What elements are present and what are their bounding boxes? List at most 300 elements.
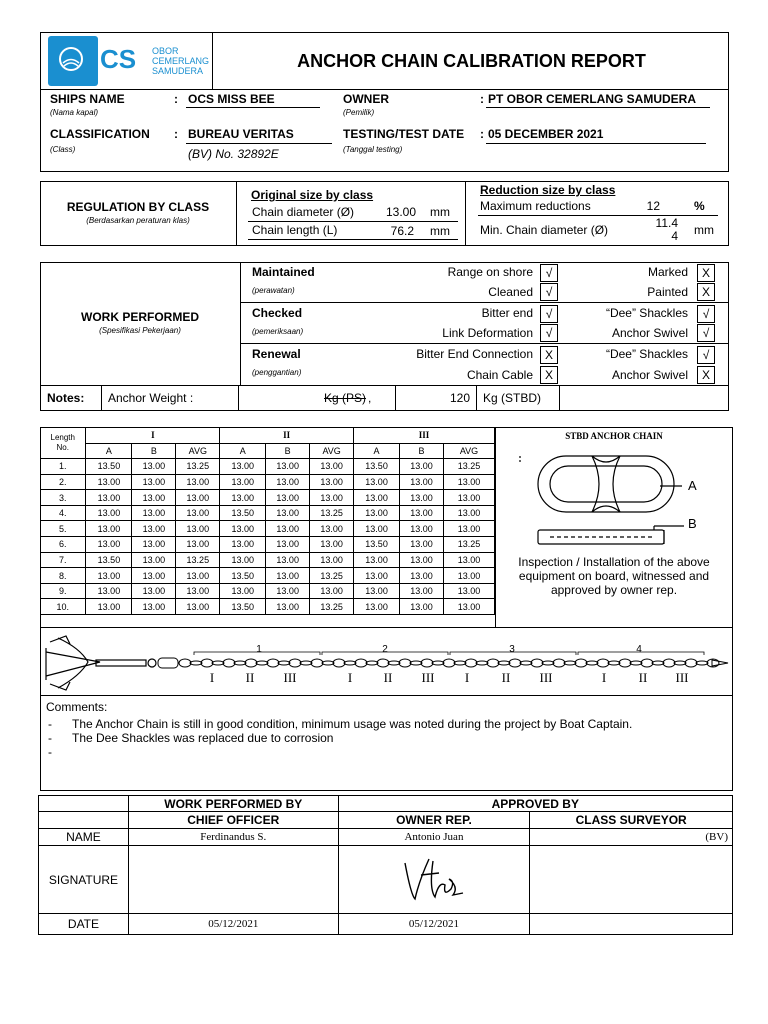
swivel: [712, 660, 728, 666]
column-header: B: [132, 443, 176, 459]
owner-rep-header: OWNER REP.: [338, 812, 530, 829]
measurement-cell: 13.00: [220, 537, 266, 553]
measurement-cell: 13.00: [266, 521, 310, 537]
notes-label: Notes:: [47, 391, 85, 405]
measurement-cell: 13.00: [400, 521, 444, 537]
min-diameter-value: 11.4: [655, 216, 678, 230]
signature-label: SIGNATURE: [39, 846, 129, 914]
table-row: [40, 537, 495, 553]
chain-link: [344, 661, 356, 665]
length-no-header: Length No.: [40, 427, 86, 459]
measurement-cell: 13.00: [400, 583, 444, 599]
measurement-cell: 13.00: [132, 599, 176, 615]
stbd-weight-value: 120: [449, 391, 470, 405]
measurement-table: [40, 427, 495, 615]
divider: [40, 695, 733, 696]
chain-link: [498, 661, 510, 665]
chief-officer-name: Ferdinandus S.: [128, 829, 338, 846]
group-header: III: [354, 427, 495, 443]
measurement-cell: 13.00: [354, 474, 400, 490]
divider: [240, 262, 241, 385]
chain-link: [520, 661, 532, 665]
measurement-cell: 13.25: [176, 459, 220, 475]
chain-link: [597, 659, 609, 667]
measurement-cell: 13.00: [443, 599, 494, 615]
table-row: [40, 521, 495, 537]
comment-text: The Dee Shackles was replaced due to corrosion: [72, 731, 334, 745]
measurement-cell: 13.50: [220, 599, 266, 615]
test-date-value: 05 DECEMBER 2021: [488, 127, 604, 141]
work-item-checkbox[interactable]: √: [697, 324, 715, 342]
divider: [248, 221, 458, 222]
measurement-cell: 13.00: [443, 552, 494, 568]
stbd-title: STBD ANCHOR CHAIN: [565, 431, 663, 441]
classification-label: CLASSIFICATION: [50, 127, 150, 141]
divider: [101, 385, 102, 411]
work-performed-sub: (Spesifikasi Pekerjaan): [99, 326, 181, 335]
work-item-label: Painted: [647, 285, 688, 299]
measurement-cell: 13.25: [310, 599, 354, 615]
classification-value: BUREAU VERITAS: [188, 127, 294, 141]
chain-link: [696, 661, 708, 665]
chain-link: [399, 659, 411, 667]
measurement-cell: 13.00: [400, 505, 444, 521]
work-item-label: Chain Cable: [466, 368, 533, 382]
work-item-checkbox[interactable]: √: [697, 305, 715, 323]
measurement-cell: 13.00: [266, 459, 310, 475]
test-date-sub: (Tanggal testing): [343, 145, 403, 154]
section-label: III: [539, 670, 553, 685]
column-header: A: [220, 443, 266, 459]
measurement-cell: 13.00: [400, 459, 444, 475]
chain-link-illustration: [500, 448, 730, 558]
measurement-cell: 13.00: [443, 474, 494, 490]
chain-link: [476, 661, 488, 665]
section-label: I: [464, 670, 470, 685]
chain-link: [509, 659, 521, 667]
work-item-checkbox[interactable]: X: [697, 366, 715, 384]
measurement-cell: 13.00: [354, 521, 400, 537]
chain-link: [201, 659, 213, 667]
owner-value: PT OBOR CEMERLANG SAMUDERA: [488, 92, 697, 106]
measurement-cell: 13.00: [400, 552, 444, 568]
measurement-cell: 13.00: [176, 599, 220, 615]
measurement-cell: 13.00: [266, 505, 310, 521]
group-header: II: [220, 427, 354, 443]
maintained-sub: (perawatan): [252, 286, 295, 295]
section-label: III: [675, 670, 689, 685]
min-diameter-label: Min. Chain diameter (Ø): [480, 223, 609, 237]
divider: [240, 343, 729, 344]
measurement-cell: 13.00: [176, 537, 220, 553]
renewal-label: Renewal: [252, 347, 301, 361]
chain-link: [377, 659, 389, 667]
work-item-checkbox[interactable]: X: [540, 346, 558, 364]
measurement-cell: 13.00: [400, 537, 444, 553]
measurement-cell: 13.00: [310, 474, 354, 490]
chain-link: [564, 661, 576, 665]
measurement-cell: 13.00: [86, 521, 132, 537]
chain-link: [289, 659, 301, 667]
measurement-cell: 13.00: [400, 490, 444, 506]
original-size-title: Original size by class: [251, 188, 374, 202]
divider: [248, 239, 458, 240]
reduction-size-title: Reduction size by class: [480, 183, 616, 197]
divider: [236, 181, 237, 246]
measurement-cell: 13.25: [443, 459, 494, 475]
colon: :: [174, 127, 178, 141]
chain-link: [267, 659, 279, 667]
comment-bullet: -: [48, 731, 52, 745]
company-name-line: SAMUDERA: [152, 66, 204, 76]
divider: [476, 385, 477, 411]
length-number: 4: [636, 644, 642, 655]
column-header: A: [86, 443, 132, 459]
chain-link: [212, 661, 224, 665]
classification-sub: (Class): [50, 145, 76, 154]
measurement-cell: 13.00: [86, 474, 132, 490]
ships-name-label: SHIPS NAME: [50, 92, 125, 106]
column-header: A: [354, 443, 400, 459]
chain-link: [421, 659, 433, 667]
measurement-cell: 13.00: [354, 552, 400, 568]
measurement-cell: 13.00: [400, 599, 444, 615]
chain-diameter-unit: mm: [430, 205, 450, 219]
anchor-weight-label: Anchor Weight :: [108, 391, 194, 405]
table-row: [40, 583, 495, 599]
chain-link: [223, 659, 235, 667]
chain-length-label: Chain length (L): [252, 223, 338, 237]
chain-link: [443, 659, 455, 667]
section-label: II: [638, 670, 648, 685]
company-name-line: CEMERLANG: [152, 56, 210, 66]
length-no-cell: 2.: [40, 474, 86, 490]
length-no-cell: 10.: [40, 599, 86, 615]
ships-name-value: OCS MISS BEE: [188, 92, 275, 106]
work-item-checkbox[interactable]: √: [540, 264, 558, 282]
length-no-cell: 3.: [40, 490, 86, 506]
length-number: 3: [509, 644, 515, 655]
measurement-cell: 13.00: [176, 568, 220, 584]
measurement-cell: 13.00: [132, 490, 176, 506]
chain-link: [641, 659, 653, 667]
owner-sub: (Pemilik): [343, 108, 375, 117]
section-label: I: [347, 670, 353, 685]
anchor-icon: [46, 636, 156, 690]
measurement-cell: 13.00: [443, 505, 494, 521]
section-label: III: [421, 670, 435, 685]
measurement-cell: 13.00: [86, 583, 132, 599]
max-reduction-value: 12: [646, 199, 660, 213]
measurement-cell: 13.00: [132, 537, 176, 553]
column-header: B: [266, 443, 310, 459]
work-item-label: “Dee” Shackles: [605, 306, 688, 320]
length-number: 2: [382, 644, 388, 655]
approved-by-header: APPROVED BY: [338, 796, 732, 812]
max-reduction-unit: %: [694, 199, 705, 213]
label-a: A: [688, 478, 697, 493]
chain-link: [487, 659, 499, 667]
measurement-cell: 13.00: [443, 568, 494, 584]
chain-link: [234, 661, 246, 665]
chain-link: [608, 661, 620, 665]
measurement-cell: 13.00: [176, 521, 220, 537]
comment-bullet: -: [48, 717, 52, 731]
work-item-checkbox[interactable]: √: [540, 305, 558, 323]
chain-link: [630, 661, 642, 665]
chain-link: [652, 661, 664, 665]
colon: :: [174, 92, 178, 106]
measurement-cell: 13.00: [266, 474, 310, 490]
measurement-cell: 13.00: [86, 537, 132, 553]
min-diameter-unit: mm: [694, 223, 714, 237]
length-number: 1: [256, 644, 262, 655]
work-item-label: Link Deformation: [442, 326, 533, 340]
table-row: [40, 490, 495, 506]
measurement-cell: 13.00: [310, 459, 354, 475]
table-row: [40, 552, 495, 568]
measurement-cell: 13.00: [132, 505, 176, 521]
work-performed-by-header: WORK PERFORMED BY: [128, 796, 338, 812]
chain-diameter-label: Chain diameter (Ø): [252, 205, 355, 219]
work-item-checkbox[interactable]: X: [540, 366, 558, 384]
chain-link: [553, 659, 565, 667]
owner-rep-signature: [338, 846, 530, 914]
chain-link: [685, 659, 697, 667]
chain-link: [454, 661, 466, 665]
globe-icon: [58, 46, 84, 72]
measurement-cell: 13.00: [354, 583, 400, 599]
measurement-cell: 13.00: [354, 599, 400, 615]
measurement-cell: 13.00: [220, 474, 266, 490]
chain-link: [179, 659, 191, 667]
chain-link: [300, 661, 312, 665]
underline: [186, 143, 332, 144]
owner-rep-name: Antonio Juan: [338, 829, 530, 846]
work-item-label: Range on shore: [447, 265, 533, 279]
chain-link: [256, 661, 268, 665]
chain-length-value: 76.2: [390, 224, 414, 238]
measurement-cell: 13.25: [443, 537, 494, 553]
owner-rep-date: 05/12/2021: [338, 914, 530, 935]
measurement-cell: 13.00: [310, 537, 354, 553]
divider: [238, 385, 239, 411]
empty-cell: [39, 812, 129, 829]
empty-cell: [39, 796, 129, 812]
measurement-cell: 13.00: [86, 490, 132, 506]
divider: [40, 385, 729, 386]
page-title: ANCHOR CHAIN CALIBRATION REPORT: [297, 51, 646, 71]
chain-link: [575, 659, 587, 667]
chief-officer-header: CHIEF OFFICER: [128, 812, 338, 829]
section-label: II: [245, 670, 255, 685]
measurement-cell: 13.00: [132, 568, 176, 584]
measurement-cell: 13.00: [400, 568, 444, 584]
maintained-label: Maintained: [252, 265, 315, 279]
chain-link: [586, 661, 598, 665]
shackle: [158, 658, 178, 668]
class-surveyor-name: (BV): [530, 829, 733, 846]
work-item-checkbox[interactable]: X: [697, 283, 715, 301]
measurement-cell: 13.00: [266, 568, 310, 584]
renewal-sub: (penggantian): [252, 368, 302, 377]
divider: [495, 427, 496, 627]
measurement-cell: 13.50: [220, 505, 266, 521]
max-reduction-label: Maximum reductions: [480, 199, 591, 213]
kg-ps-label: Kg (PS): [324, 391, 367, 405]
divider: [212, 32, 213, 89]
chain-link: [245, 659, 257, 667]
chain-link: [410, 661, 422, 665]
comments-label: Comments:: [46, 700, 108, 714]
work-item-checkbox[interactable]: X: [697, 264, 715, 282]
measurement-cell: 13.00: [310, 583, 354, 599]
measurement-cell: 13.00: [310, 552, 354, 568]
length-no-cell: 1.: [40, 459, 86, 475]
chief-officer-signature: [128, 846, 338, 914]
column-header: AVG: [310, 443, 354, 459]
measurement-cell: 13.00: [354, 505, 400, 521]
measurement-cell: 13.50: [220, 568, 266, 584]
comma: ,: [368, 391, 372, 405]
work-item-label: Marked: [647, 265, 688, 279]
date-label: DATE: [39, 914, 129, 935]
chain-link: [311, 659, 323, 667]
measurement-cell: 13.50: [354, 537, 400, 553]
chain-link: [531, 659, 543, 667]
name-label: NAME: [39, 829, 129, 846]
section-label: II: [501, 670, 511, 685]
column-header: B: [400, 443, 444, 459]
group-header: I: [86, 427, 220, 443]
measurement-cell: 13.00: [220, 490, 266, 506]
chain-link: [355, 659, 367, 667]
work-item-label: Cleaned: [488, 285, 533, 299]
chain-link: [333, 659, 345, 667]
logo-text: CS: [100, 44, 137, 74]
divider: [465, 181, 466, 246]
work-item-checkbox[interactable]: √: [697, 346, 715, 364]
measurement-cell: 13.00: [86, 599, 132, 615]
work-performed-label: WORK PERFORMED: [81, 310, 199, 324]
checked-sub: (pemeriksaan): [252, 327, 304, 336]
measurement-cell: 13.00: [266, 537, 310, 553]
work-item-label: Bitter End Connection: [416, 347, 533, 361]
divider: [559, 385, 560, 411]
measurement-cell: 13.00: [220, 552, 266, 568]
measurement-cell: 13.00: [176, 474, 220, 490]
min-diameter-value: 4: [671, 229, 678, 243]
measurement-cell: 13.00: [132, 474, 176, 490]
chain-link: [322, 661, 334, 665]
measurement-cell: 13.00: [86, 568, 132, 584]
measurement-cell: 13.00: [400, 474, 444, 490]
divider: [478, 215, 718, 216]
measurement-cell: 13.00: [176, 583, 220, 599]
chain-link: [432, 661, 444, 665]
test-date-label: TESTING/TEST DATE: [343, 127, 465, 141]
stbd-caption: approved by owner rep.: [550, 583, 678, 597]
measurement-cell: 13.00: [266, 583, 310, 599]
chain-link: [278, 661, 290, 665]
table-row: [40, 459, 495, 475]
measurement-cell: 13.00: [443, 583, 494, 599]
section-label: II: [383, 670, 393, 685]
length-no-cell: 6.: [40, 537, 86, 553]
classification-number: (BV) No. 32892E: [188, 147, 279, 161]
divider: [240, 302, 729, 303]
class-surveyor-date: [530, 914, 733, 935]
measurement-cell: 13.25: [310, 505, 354, 521]
measurement-cell: 13.00: [443, 521, 494, 537]
measurement-cell: 13.00: [176, 490, 220, 506]
measurement-cell: 13.00: [132, 583, 176, 599]
measurement-cell: 13.00: [220, 583, 266, 599]
signoff-table: [38, 795, 733, 935]
section-label: I: [601, 670, 607, 685]
measurement-cell: 13.00: [354, 568, 400, 584]
measurement-cell: 13.00: [266, 599, 310, 615]
table-row: [40, 568, 495, 584]
work-item-checkbox[interactable]: √: [540, 324, 558, 342]
owner-label: OWNER: [343, 92, 389, 106]
measurement-cell: 13.00: [220, 459, 266, 475]
chain-link: [388, 661, 400, 665]
work-item-label: “Dee” Shackles: [605, 347, 688, 361]
underline: [186, 107, 320, 108]
measurement-cell: 13.25: [310, 568, 354, 584]
section-label: III: [283, 670, 297, 685]
table-row: [40, 505, 495, 521]
regulation-label: REGULATION BY CLASS: [66, 200, 210, 214]
measurement-cell: 13.25: [176, 552, 220, 568]
table-row: [40, 474, 495, 490]
measurement-cell: 13.00: [86, 505, 132, 521]
class-surveyor-header: CLASS SURVEYOR: [530, 812, 733, 829]
colon: :: [480, 92, 484, 106]
length-no-cell: 8.: [40, 568, 86, 584]
chain-link: [674, 661, 686, 665]
measurement-cell: 13.00: [132, 552, 176, 568]
checked-label: Checked: [252, 306, 303, 320]
measurement-cell: 13.00: [310, 490, 354, 506]
measurement-cell: 13.00: [176, 505, 220, 521]
company-logo: [48, 36, 208, 86]
comment-text: The Anchor Chain is still in good condition, minimum usage was noted during the project by Boat Captain.: [72, 717, 633, 731]
work-item-label: Anchor Swivel: [611, 326, 688, 340]
measurement-cell: 13.00: [132, 521, 176, 537]
work-item-label: Bitter end: [481, 306, 533, 320]
chain-diameter-value: 13.00: [385, 205, 416, 219]
ships-name-sub: (Nama kapal): [50, 108, 99, 117]
length-no-cell: 5.: [40, 521, 86, 537]
company-name-line: OBOR: [152, 46, 179, 56]
chain-link: [465, 659, 477, 667]
measurement-cell: 13.00: [354, 490, 400, 506]
measurement-cell: 13.00: [220, 521, 266, 537]
divider: [40, 89, 729, 90]
work-item-checkbox[interactable]: √: [540, 283, 558, 301]
chain-link: [663, 659, 675, 667]
measurement-cell: 13.00: [443, 490, 494, 506]
column-header: AVG: [176, 443, 220, 459]
measurement-cell: 13.50: [354, 459, 400, 475]
underline: [486, 143, 706, 144]
length-no-cell: 9.: [40, 583, 86, 599]
chain-link: [542, 661, 554, 665]
chain-link: [619, 659, 631, 667]
measurement-cell: 13.00: [310, 521, 354, 537]
